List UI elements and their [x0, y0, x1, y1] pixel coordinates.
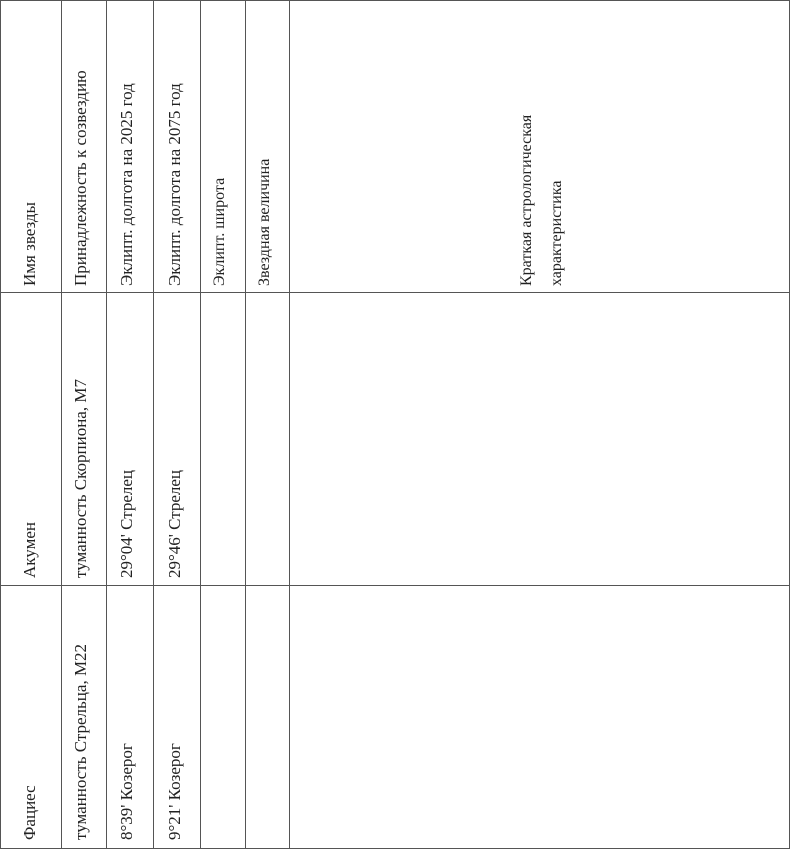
row-divider: [153, 0, 154, 849]
table-border-top: [0, 0, 790, 1]
star-longitude-2075: 9°21' Козерог: [165, 743, 184, 840]
star-constellation: туманность Скорпиона, М7: [71, 379, 90, 578]
star-longitude-2075: 29°46' Стрелец: [165, 469, 184, 578]
star-name: Фациес: [20, 785, 39, 840]
column-divider: [0, 292, 790, 293]
star-name: Акумен: [20, 522, 39, 578]
row-divider: [61, 0, 62, 849]
star-longitude-2025: 29°04' Стрелец: [117, 469, 136, 578]
header-constellation: Принадлежность к созвездию: [71, 70, 90, 286]
row-divider: [245, 0, 246, 849]
header-description: Краткая астрологическая характеристика: [518, 114, 565, 286]
star-longitude-2025: 8°39' Козерог: [117, 743, 136, 840]
star-constellation: туманность Стрельца, М22: [71, 643, 90, 840]
header-longitude-2025: Эклипт. долгота на 2025 год: [117, 83, 136, 286]
row-divider: [106, 0, 107, 849]
column-divider: [0, 585, 790, 586]
row-divider: [200, 0, 201, 849]
header-name: Имя звезды: [20, 202, 39, 286]
header-magnitude: Звездная величина: [256, 158, 273, 286]
table-border-left: [0, 0, 1, 849]
header-latitude: Эклипт. широта: [211, 177, 228, 286]
header-longitude-2075: Эклипт. долгота на 2075 год: [165, 83, 184, 286]
row-divider: [289, 0, 290, 849]
